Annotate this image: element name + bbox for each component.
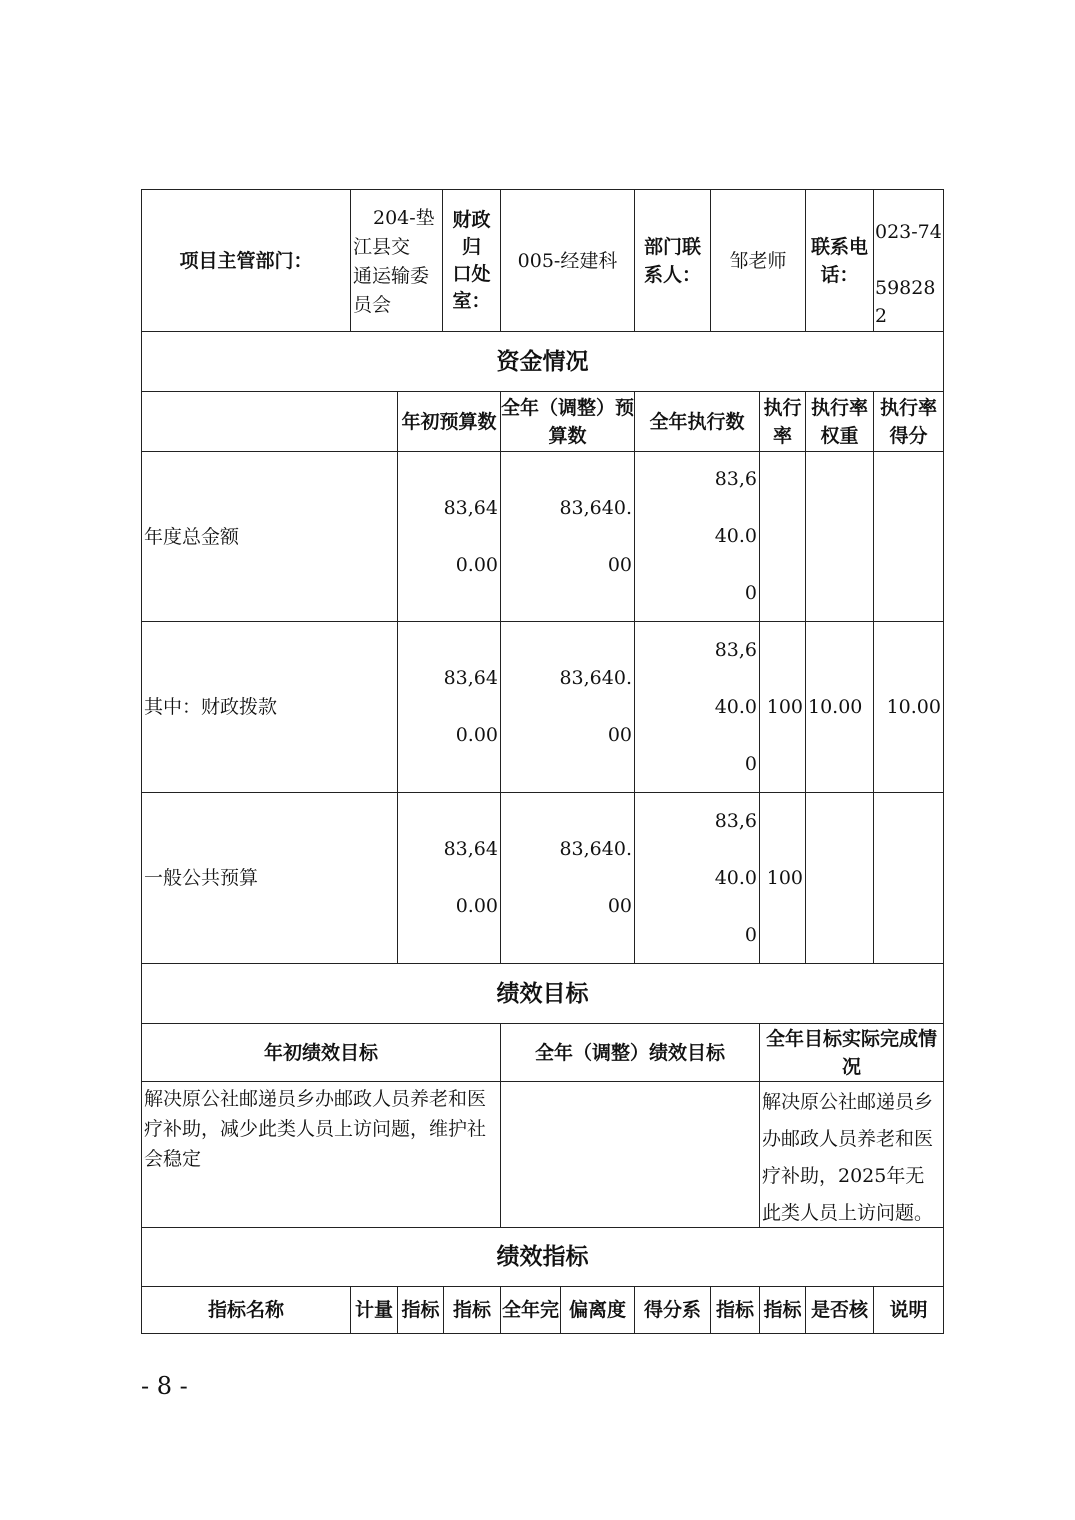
phone-value-text: 023-74 598282 [875,221,942,327]
funds-section-title-text: 资金情况 [496,347,589,375]
ind-col-deviation-text: 偏离度 [568,1299,626,1321]
funds-row-name-text: 其中：财政拨款 [144,696,278,718]
col-rate-score [873,391,944,452]
col-rate-weight [805,391,874,452]
funds-row-weight [805,451,874,622]
contact-value [710,189,806,332]
goals-section-title [141,963,944,1024]
page-number: - 8 - [141,1372,188,1400]
funds-row-adjusted-text: 83,640. 00 [559,838,632,917]
col-initial-budget-text: 年初预算数 [401,410,497,433]
office-value [500,189,635,332]
goals-section-title-text: 绩效目标 [496,979,589,1007]
goals-initial-text-value: 解决原公社邮递员乡办邮政人员养老和医疗补助，减少此类人员上访问题，维护社会稳定 [144,1088,487,1170]
ind-col-score-factor [634,1286,711,1334]
goals-col-initial-text: 年初绩效目标 [263,1041,378,1064]
ind-col-name [141,1286,351,1334]
funds-row-rate [759,792,806,964]
dept-label-text: 项目主管部门： [179,249,313,272]
ind-col-indicator-text: 指标 [763,1299,802,1321]
goals-col-adjusted [500,1023,760,1082]
funds-row-adjusted [500,792,635,964]
ind-col-indicator [759,1286,806,1334]
ind-col-verified [805,1286,874,1334]
col-adjusted-budget [500,391,635,452]
col-adjusted-budget-text: 全年（调整）预 算数 [501,396,635,447]
funds-section-title [141,331,944,392]
funds-row-adjusted-text: 83,640. 00 [559,496,632,576]
goals-actual-text-value: 解决原公社邮递员乡办邮政人员养老和医疗补助，2025年无此类人员上访问题。 [762,1091,934,1224]
funds-row-score [873,621,944,793]
funds-row-initial-text: 83,64 0.00 [443,496,498,576]
col-rate-weight-text: 执行率 权重 [810,396,868,447]
ind-col-deviation [560,1286,635,1334]
funds-row-name [141,792,398,964]
funds-row-initial [397,621,501,793]
funds-row-weight [805,621,874,793]
ind-col-indicator [710,1286,760,1334]
funds-row-score [873,451,944,622]
col-rate-score-text: 执行率 得分 [879,396,937,447]
funds-row-name-text: 年度总金额 [144,525,240,548]
funds-row-rate-text: 100 [766,696,803,718]
office-label-text: 财政 归 口处 室： [452,208,491,312]
ind-col-completion-text: 全年完 [501,1299,559,1321]
col-executed-text: 全年执行数 [649,410,745,433]
ind-col-unit [350,1286,398,1334]
funds-header-blank [141,391,398,452]
performance-table [141,189,944,1334]
funds-row-name [141,621,398,793]
indicators-section-title-text: 绩效指标 [496,1243,589,1270]
col-exec-rate-text: 执行 率 [763,396,802,447]
funds-row-adjusted-text: 83,640. 00 [559,667,632,746]
ind-col-indicator-text: 指标 [452,1299,491,1321]
contact-label [634,189,711,332]
goals-col-adjusted-text: 全年（调整）绩效目标 [534,1041,725,1064]
funds-row-executed [634,451,760,622]
funds-row-adjusted [500,451,635,622]
contact-label-text: 部门联 系人： [643,235,701,286]
funds-row-adjusted [500,621,635,793]
ind-col-indicator-text: 指标 [401,1299,440,1321]
funds-row-rate [759,621,806,793]
goals-col-actual [759,1023,944,1082]
dept-value [350,189,443,332]
ind-col-indicator-text: 指标 [715,1299,754,1321]
dept-label [141,189,351,332]
phone-label [805,189,874,332]
funds-row-executed [634,792,760,964]
funds-row-executed-text: 83,6 40.0 0 [714,468,757,604]
funds-row-name-text: 一般公共预算 [144,867,259,889]
funds-row-weight-text: 10.00 [808,696,863,718]
dept-value-text: 204-垫 江县交 通运输委 员会 [353,207,435,316]
ind-col-notes-text: 说明 [889,1299,928,1321]
funds-row-executed [634,621,760,793]
goals-col-initial [141,1023,501,1082]
indicators-section-title [141,1227,944,1287]
funds-row-executed-text: 83,6 40.0 0 [714,638,757,775]
ind-col-score-factor-text: 得分系 [643,1299,701,1321]
goals-adjusted-text [500,1081,760,1228]
contact-value-text: 邹老师 [729,249,787,272]
ind-col-verified-text: 是否核 [810,1299,868,1321]
goals-initial-text [141,1081,501,1228]
goals-col-actual-text: 全年目标实际完成情 况 [765,1027,937,1078]
funds-row-initial [397,792,501,964]
office-value-text: 005-经建科 [517,249,618,272]
phone-value [873,189,944,332]
funds-row-executed-text: 83,6 40.0 0 [714,809,757,946]
ind-col-completion [500,1286,561,1334]
funds-row-score [873,792,944,964]
col-initial-budget [397,391,501,452]
funds-row-weight [805,792,874,964]
funds-row-initial-text: 83,64 0.00 [443,838,498,917]
office-label [442,189,501,332]
col-executed [634,391,760,452]
phone-label-text: 联系电 话： [810,235,868,286]
goals-actual-text [759,1081,944,1228]
funds-row-rate-text: 100 [766,867,803,889]
ind-col-indicator [443,1286,501,1334]
ind-col-unit-text: 计量 [354,1299,393,1321]
ind-col-notes [873,1286,944,1334]
funds-row-initial-text: 83,64 0.00 [443,667,498,746]
funds-row-initial [397,451,501,622]
col-exec-rate [759,391,806,452]
ind-col-name-text: 指标名称 [207,1299,284,1321]
funds-row-rate [759,451,806,622]
ind-col-indicator [397,1286,444,1334]
funds-row-score-text: 10.00 [886,696,941,718]
funds-row-name [141,451,398,622]
